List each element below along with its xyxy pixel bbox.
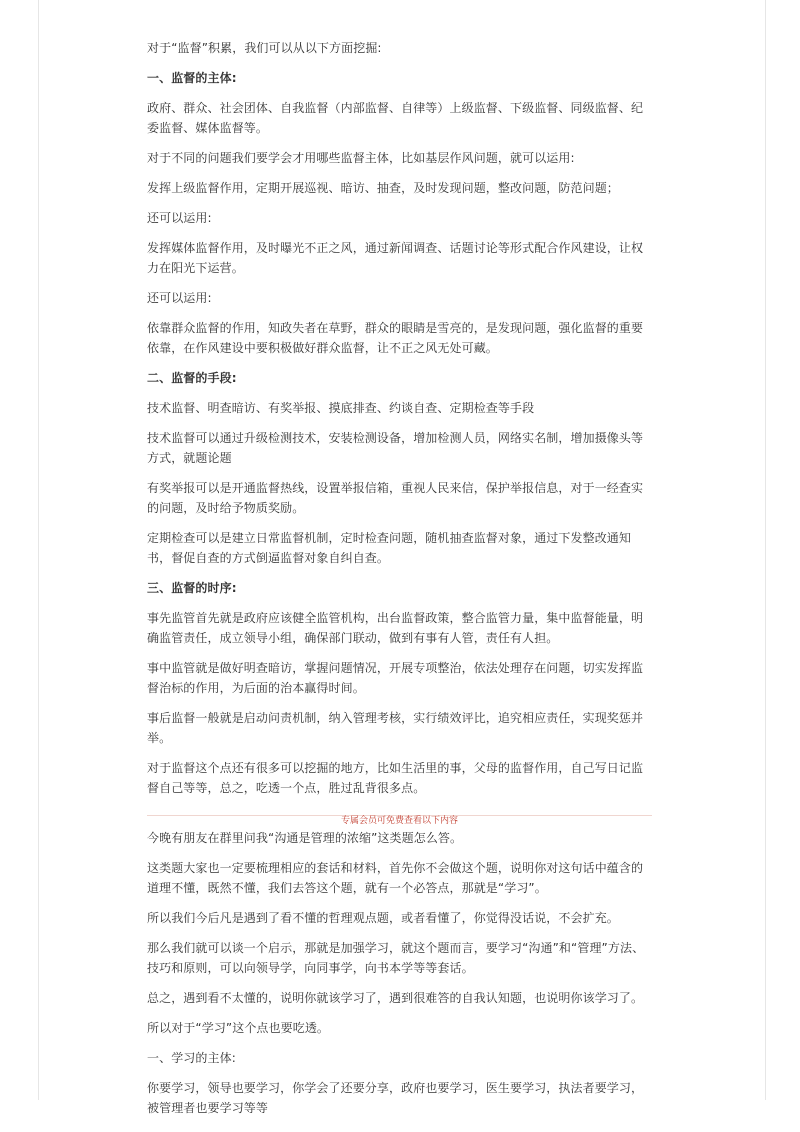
paragraph: 还可以运用: (147, 291, 212, 305)
paragraph: 政府、群众、社会团体、自我监督（内部监督、自律等）上级监督、下级监督、同级监督、纪委监督、媒体监督等。 (147, 101, 644, 135)
article-body (147, 38, 652, 1128)
paragraph: 技术监督可以通过升级检测技术，安装检测设备，增加检测人员，网络实名制，增加摄像头等方式，就题论题 (147, 431, 644, 465)
paragraph: 依靠群众监督的作用，知政失者在草野，群众的眼睛是雪亮的，是发现问题，强化监督的重要依靠，在作风建设中要积极做好群众监督，让不正之风无处可藏。 (147, 321, 644, 355)
member-paragraph: 你要学习，领导也要学习，你学会了还要分享，政府也要学习，医生要学习，执法者要学习，被管理者也要学习等等 (147, 1081, 644, 1115)
member-divider-label: 专属会员可免费查看以下内容 (333, 816, 466, 826)
paragraph: 定期检查可以是建立日常监督机制，定时检查问题，随机抽查监督对象，通过下发整改通知书，督促自查的方式倒逼监督对象自纠自查。 (147, 531, 632, 565)
member-paragraph: 所以我们今后凡是遇到了看不懂的哲理观点题，或者看懂了，你觉得没话说，不会扩充。 (147, 911, 619, 925)
paragraph: 事后监督一般就是启动问责机制，纳入管理考核，实行绩效评比，追究相应责任，实现奖惩并举。 (147, 711, 644, 745)
paragraph: 对于监督这个点还有很多可以挖掘的地方，比如生活里的事，父母的监督作用，自己写日记监督自己等等，总之，吃透一个点，胜过乱背很多点。 (147, 761, 644, 795)
paragraph: 发挥媒体监督作用，及时曝光不正之风，通过新闻调查、话题讨论等形式配合作风建设，让权力在阳光下运营。 (147, 241, 644, 275)
member-paragraph: 那么我们就可以谈一个启示，那就是加强学习，就这个题而言，要学习“沟通”和“管理”方法、技巧和原则，可以向领导学，向同事学，向书本学等等套话。 (147, 941, 645, 975)
section-heading: 三、监督的时序: (147, 581, 237, 595)
member-paragraph: 今晚有朋友在群里问我“沟通是管理的浓缩”这类题怎么答。 (147, 831, 463, 845)
paragraph: 还可以运用: (147, 211, 212, 225)
paragraph: 有奖举报可以是开通监督热线，设置举报信箱，重视人民来信，保护举报信息，对于一经查实的问题，及时给予物质奖励。 (147, 481, 644, 515)
paragraph: 事中监管就是做好明查暗访，掌握问题情况，开展专项整治，依法处理存在问题，切实发挥监督治标的作用，为后面的治本赢得时间。 (147, 661, 644, 695)
paragraph: 技术监督、明查暗访、有奖举报、摸底排查、约谈自查、定期检查等手段 (147, 401, 535, 415)
member-paragraph: 一、学习的主体: (147, 1051, 236, 1065)
paragraph: 事先监管首先就是政府应该健全监管机构，出台监督政策，整合监管力量，集中监督能量，明确监管责任，成立领导小组，确保部门联动，做到有事有人管，责任有人担。 (147, 611, 644, 645)
section-heading: 一、监督的主体: (147, 71, 237, 85)
paragraph: 对于“监督”积累，我们可以从以下方面挖掘: (147, 41, 382, 55)
member-paragraph: 总之，遇到看不太懂的，说明你就该学习了，遇到很难答的自我认知题，也说明你该学习了。 (147, 991, 644, 1005)
member-paragraph: 所以对于“学习”这个点也要吃透。 (147, 1021, 330, 1035)
member-content-divider (147, 808, 652, 826)
paragraph: 发挥上级监督作用，定期开展巡视、暗访、抽查，及时发现问题，整改问题，防范问题； (147, 181, 619, 195)
member-paragraph: 这类题大家也一定要梳理相应的套话和材料，首先你不会做这个题，说明你对这句话中蕴含的道理不懂，既然不懂，我们去答这个题，就有一个必答点，那就是“学习”。 (147, 861, 644, 895)
paragraph: 对于不同的问题我们要学会才用哪些监督主体，比如基层作风问题，就可以运用: (147, 151, 575, 165)
section-heading: 二、监督的手段: (147, 371, 237, 385)
